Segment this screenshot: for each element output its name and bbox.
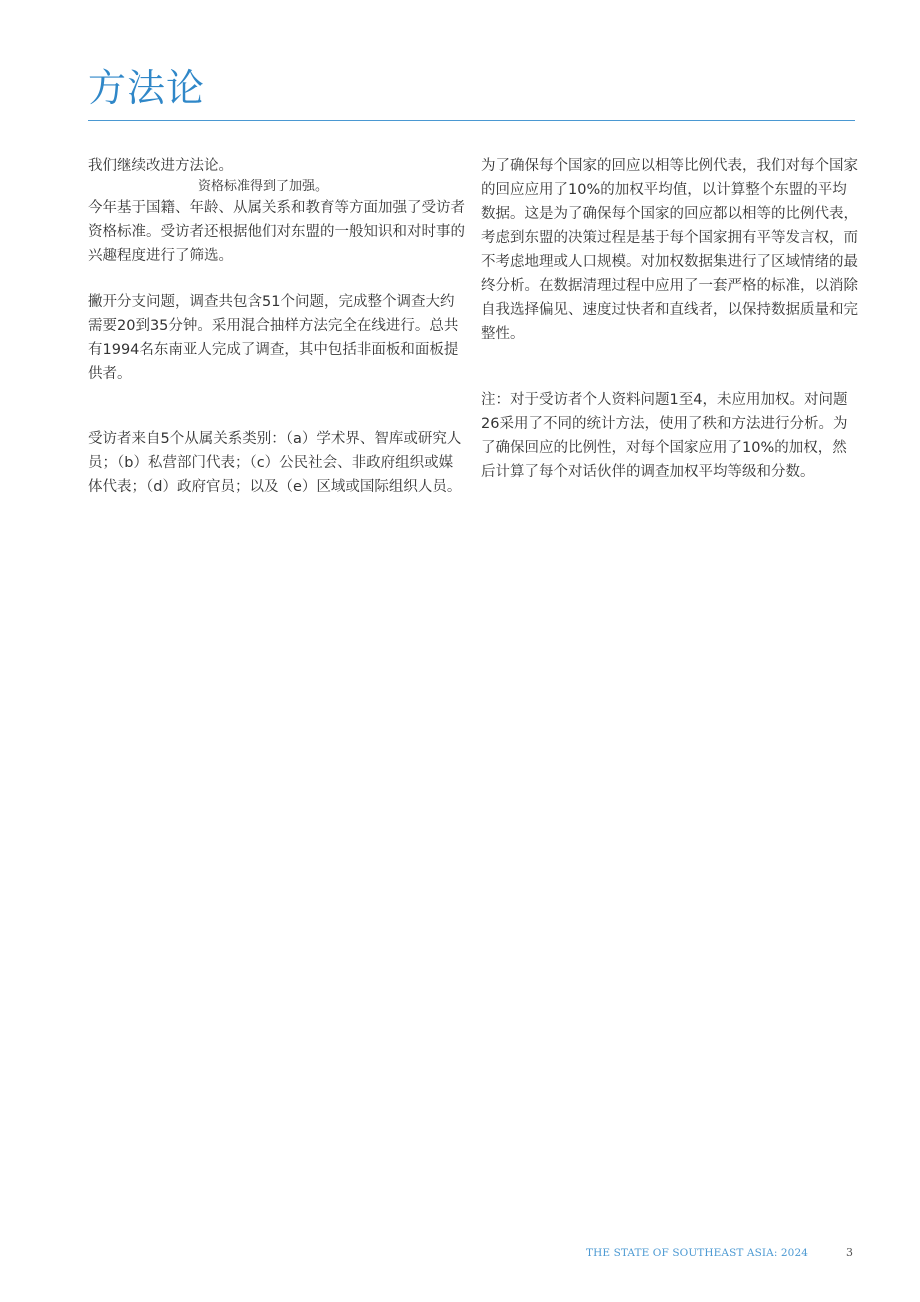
right-column-note	[481, 388, 859, 484]
left-column-para-3	[88, 427, 466, 499]
left-para-1-body: 今年基于国籍、年龄、从属关系和教育等方面加强了受访者资格标准。受访者还根据他们对东盟的一般知识和对时事的兴趣程度进行了筛选。	[88, 200, 465, 264]
left-column-para-2	[88, 290, 466, 386]
left-para-1-line-2: 资格标准得到了加强。	[198, 179, 329, 194]
footer-page-number: 3	[846, 1246, 853, 1259]
footer-publication-title: THE STATE OF SOUTHEAST ASIA: 2024	[586, 1247, 809, 1259]
left-column	[88, 154, 466, 268]
page-title: 方法论	[88, 66, 206, 110]
right-para-1: 为了确保每个国家的回应以相等比例代表，我们对每个国家的回应应用了10%的加权平均值，以计算整个东盟的平均数据。这是为了确保每个国家的回应都以相等的比例代表，考虑到东盟的决策过程是基于每个国家拥有平等发言权，而不考虑地理或人口规模。对加权数据集进行了区域情绪的最终分析。在数据清理过程中应用了一套严格的标准，以消除自我选择偏见、速度过快者和直线者，以保持数据质量和完整性。	[481, 158, 858, 342]
left-para-3: 受访者来自5个从属关系类别：（a）学术界、智库或研究人员；（b）私营部门代表；（c）公民社会、非政府组织或媒体代表；（d）政府官员；以及（e）区域或国际组织人员。	[88, 431, 462, 495]
left-para-2: 撇开分支问题，调查共包含51个问题，完成整个调查大约需要20到35分钟。采用混合抽样方法完全在线进行。总共有1994名东南亚人完成了调查，其中包括非面板和面板提供者。	[88, 294, 459, 382]
right-column	[481, 154, 859, 346]
left-para-1-line-1: 我们继续改进方法论。	[88, 158, 233, 174]
title-divider	[88, 120, 855, 121]
right-para-2-note: 注：对于受访者个人资料问题1至4，未应用加权。对问题26采用了不同的统计方法，使用了秩和方法进行分析。为了确保回应的比例性，对每个国家应用了10%的加权，然后计算了每个对话伙伴的调查加权平均等级和分数。	[481, 392, 848, 480]
